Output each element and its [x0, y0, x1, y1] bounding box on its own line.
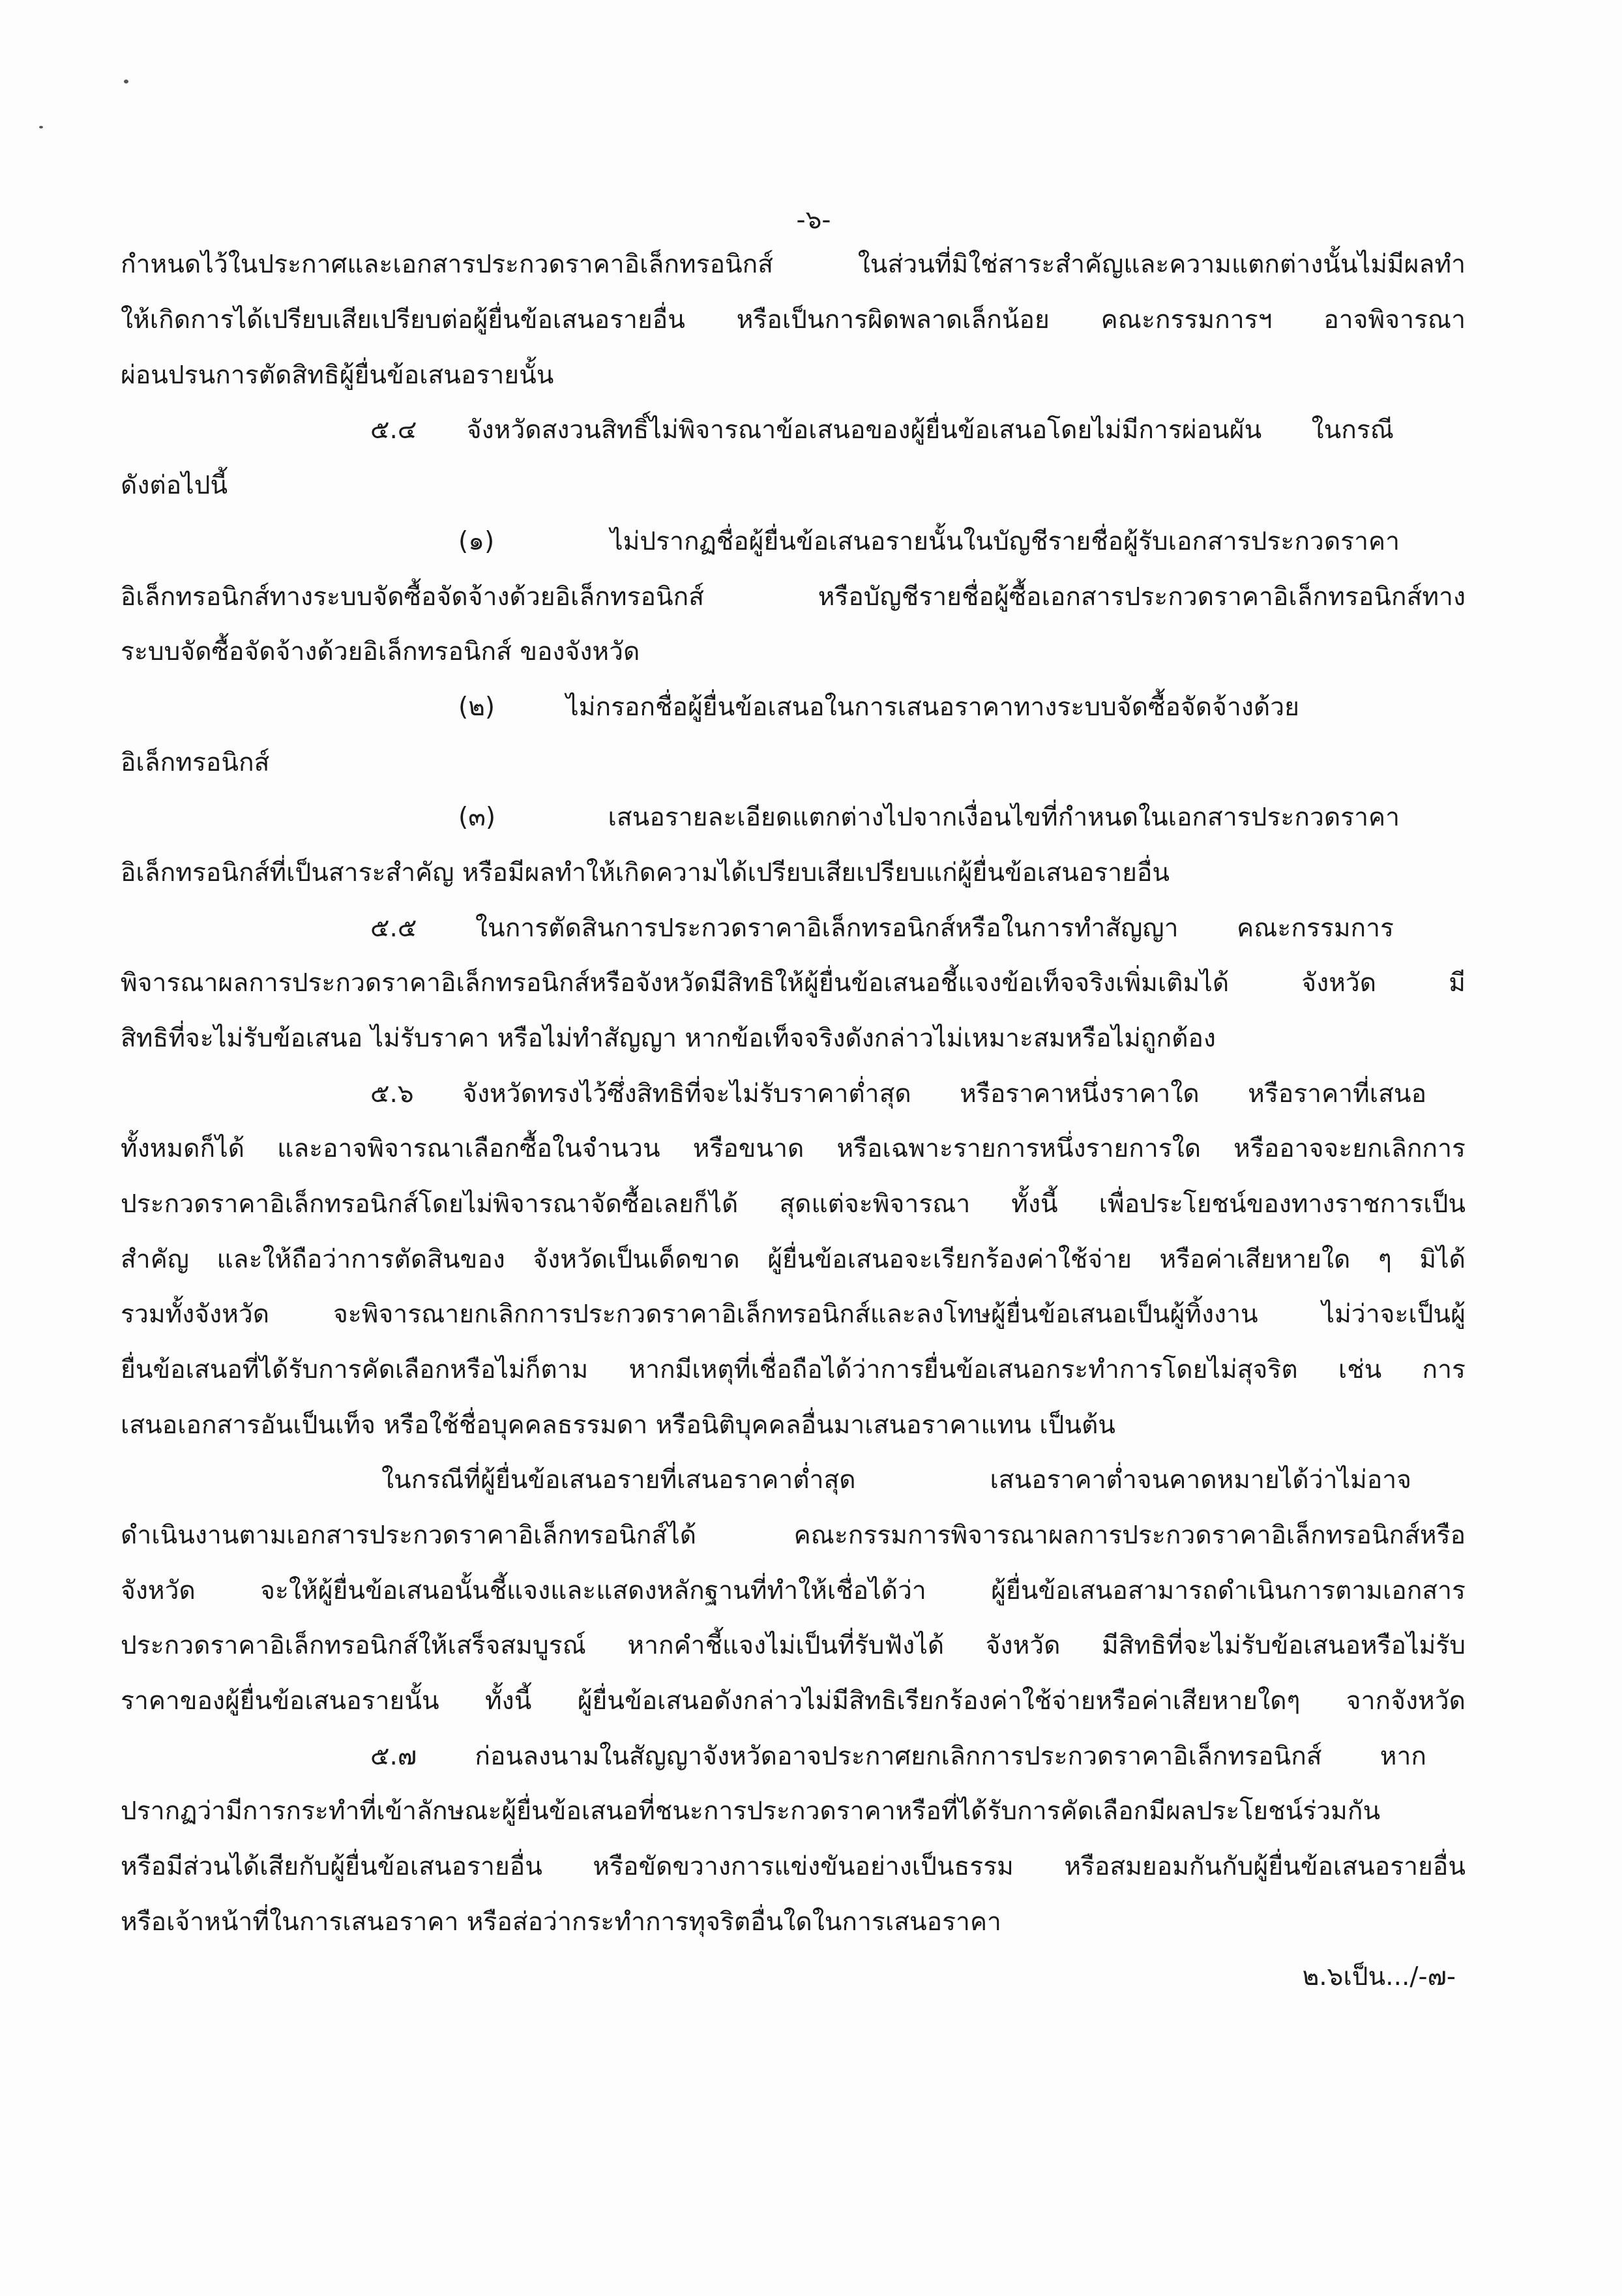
paragraph-line: เสนอเอกสารอันเป็นเท็จ หรือใช้ชื่อบุคคลธรรมดา หรือนิติบุคคลอื่นมาเสนอราคาแทน เป็นต้น	[121, 1410, 1115, 1440]
page-number: -๖-	[796, 205, 831, 235]
paragraph-line: ดำเนินงานตามเอกสารประกวดราคาอิเล็กทรอนิกส์ได้ คณะกรรมการพิจารณาผลการประกวดราคาอิเล็กทรอนิกส์หรือ	[121, 1521, 1466, 1550]
paragraph-line: รวมทั้งจังหวัด จะพิจารณายกเลิกการประกวดราคาอิเล็กทรอนิกส์และลงโทษผู้ยื่นข้อเสนอเป็นผู้ทิ้งงาน ไม่ว่าจะเป็นผู้	[121, 1300, 1466, 1329]
clause-5-6: ๕.๖ จังหวัดทรงไว้ซึ่งสิทธิที่จะไม่รับราคาต่ำสุด หรือราคาหนึ่งราคาใด หรือราคาที่เสนอ	[370, 1079, 1426, 1109]
paragraph-line: ทั้งหมดก็ได้ และอาจพิจารณาเลือกซื้อในจำนวน หรือขนาด หรือเฉพาะรายการหนึ่งรายการใด หรืออาจจะยกเลิกการ	[121, 1134, 1466, 1163]
paragraph-line: ประกวดราคาอิเล็กทรอนิกส์โดยไม่พิจารณาจัดซื้อเลยก็ได้ สุดแต่จะพิจารณา ทั้งนี้ เพื่อประโยชน์ของทางราชการเป็น	[121, 1189, 1466, 1219]
scan-speck	[39, 126, 43, 128]
subclause-2: (๒) ไม่กรอกชื่อผู้ยื่นข้อเสนอในการเสนอราคาทางระบบจัดซื้อจัดจ้างด้วย	[458, 693, 1299, 722]
paragraph-line: หรือเจ้าหน้าที่ในการเสนอราคา หรือส่อว่ากระทำการทุจริตอื่นใดในการเสนอราคา	[121, 1907, 1001, 1937]
paragraph-line: หรือมีส่วนได้เสียกับผู้ยื่นข้อเสนอรายอื่น หรือขัดขวางการแข่งขันอย่างเป็นธรรม หรือสมยอมกันกับผู้ยื่นข้อเสนอรายอื่น	[121, 1852, 1466, 1881]
paragraph-line: กำหนดไว้ในประกาศและเอกสารประกวดราคาอิเล็กทรอนิกส์ ในส่วนที่มิใช่สาระสำคัญและความแตกต่างนั้นไม่มีผลทำ	[121, 250, 1466, 279]
paragraph-line: สำคัญ และให้ถือว่าการตัดสินของ จังหวัดเป็นเด็ดขาด ผู้ยื่นข้อเสนอจะเรียกร้องค่าใช้จ่าย หรือค่าเสียหายใด ๆ มิได้	[121, 1245, 1466, 1274]
paragraph-line: ในกรณีที่ผู้ยื่นข้อเสนอรายที่เสนอราคาต่ำสุด เสนอราคาต่ำจนคาดหมายได้ว่าไม่อาจ	[381, 1465, 1411, 1495]
paragraph-line: อิเล็กทรอนิกส์ทางระบบจัดซื้อจัดจ้างด้วยอิเล็กทรอนิกส์ หรือบัญชีรายชื่อผู้ซื้อเอกสารประกวดราคาอิเล็กทรอนิกส์ทาง	[121, 582, 1466, 612]
clause-5-4: ๕.๔ จังหวัดสงวนสิทธิ์ไม่พิจารณาข้อเสนอของผู้ยื่นข้อเสนอโดยไม่มีการผ่อนผัน ในกรณี	[370, 415, 1394, 445]
clause-5-7: ๕.๗ ก่อนลงนามในสัญญาจังหวัดอาจประกาศยกเลิกการประกวดราคาอิเล็กทรอนิกส์ หาก	[370, 1742, 1426, 1771]
paragraph-line: อิเล็กทรอนิกส์ที่เป็นสาระสำคัญ หรือมีผลทำให้เกิดความได้เปรียบเสียเปรียบแก่ผู้ยื่นข้อเสนอรายอื่น	[121, 858, 1170, 887]
paragraph-line: ดังต่อไปนี้	[121, 471, 228, 500]
paragraph-line: ปรากฏว่ามีการกระทำที่เข้าลักษณะผู้ยื่นข้อเสนอที่ชนะการประกวดราคาหรือที่ได้รับการคัดเลือกมีผลประโยชน์ร่วมกัน	[121, 1797, 1381, 1826]
paragraph-line: อิเล็กทรอนิกส์	[121, 748, 270, 777]
paragraph-line: ราคาของผู้ยื่นข้อเสนอรายนั้น ทั้งนี้ ผู้ยื่นข้อเสนอดังกล่าวไม่มีสิทธิเรียกร้องค่าใช้จ่ายหรือค่าเสียหายใดๆ จากจังหวัด	[121, 1686, 1466, 1716]
paragraph-line: จังหวัด จะให้ผู้ยื่นข้อเสนอนั้นชี้แจงและแสดงหลักฐานที่ทำให้เชื่อได้ว่า ผู้ยื่นข้อเสนอสามารถดำเนินการตามเอกสาร	[121, 1576, 1466, 1605]
paragraph-line: ระบบจัดซื้อจัดจ้างด้วยอิเล็กทรอนิกส์ ของจังหวัด	[121, 637, 640, 666]
paragraph-line: พิจารณาผลการประกวดราคาอิเล็กทรอนิกส์หรือจังหวัดมีสิทธิให้ผู้ยื่นข้อเสนอชี้แจงข้อเท็จจริงเพิ่มเติมได้ จังหวัด มี	[121, 968, 1466, 998]
subclause-1: (๑) ไม่ปรากฏชื่อผู้ยื่นข้อเสนอรายนั้นในบัญชีรายชื่อผู้รับเอกสารประกวดราคา	[458, 527, 1400, 556]
paragraph-line: ผ่อนปรนการตัดสิทธิผู้ยื่นข้อเสนอรายนั้น	[121, 361, 554, 390]
clause-5-5: ๕.๕ ในการตัดสินการประกวดราคาอิเล็กทรอนิกส์หรือในการทำสัญญา คณะกรรมการ	[370, 914, 1394, 943]
subclause-3: (๓) เสนอรายละเอียดแตกต่างไปจากเงื่อนไขที่กำหนดในเอกสารประกวดราคา	[458, 803, 1400, 832]
paragraph-line: ยื่นข้อเสนอที่ได้รับการคัดเลือกหรือไม่ก็ตาม หากมีเหตุที่เชื่อถือได้ว่าการยื่นข้อเสนอกระทำการโดยไม่สุจริต เช่น การ	[121, 1355, 1466, 1384]
paragraph-line: ให้เกิดการได้เปรียบเสียเปรียบต่อผู้ยื่นข้อเสนอรายอื่น หรือเป็นการผิดพลาดเล็กน้อย คณะกรรมการฯ อาจพิจารณา	[121, 305, 1466, 335]
paragraph-line: สิทธิที่จะไม่รับข้อเสนอ ไม่รับราคา หรือไม่ทำสัญญา หากข้อเท็จจริงดังกล่าวไม่เหมาะสมหรือไม่ถูกต้อง	[121, 1024, 1216, 1053]
continuation-reference: ๒.๖เป็น.../-๗-	[1302, 1962, 1456, 1991]
scan-speck	[124, 80, 128, 83]
paragraph-line: ประกวดราคาอิเล็กทรอนิกส์ให้เสร็จสมบูรณ์ หากคำชี้แจงไม่เป็นที่รับฟังได้ จังหวัด มีสิทธิที่จะไม่รับข้อเสนอหรือไม่รับ	[121, 1631, 1466, 1660]
